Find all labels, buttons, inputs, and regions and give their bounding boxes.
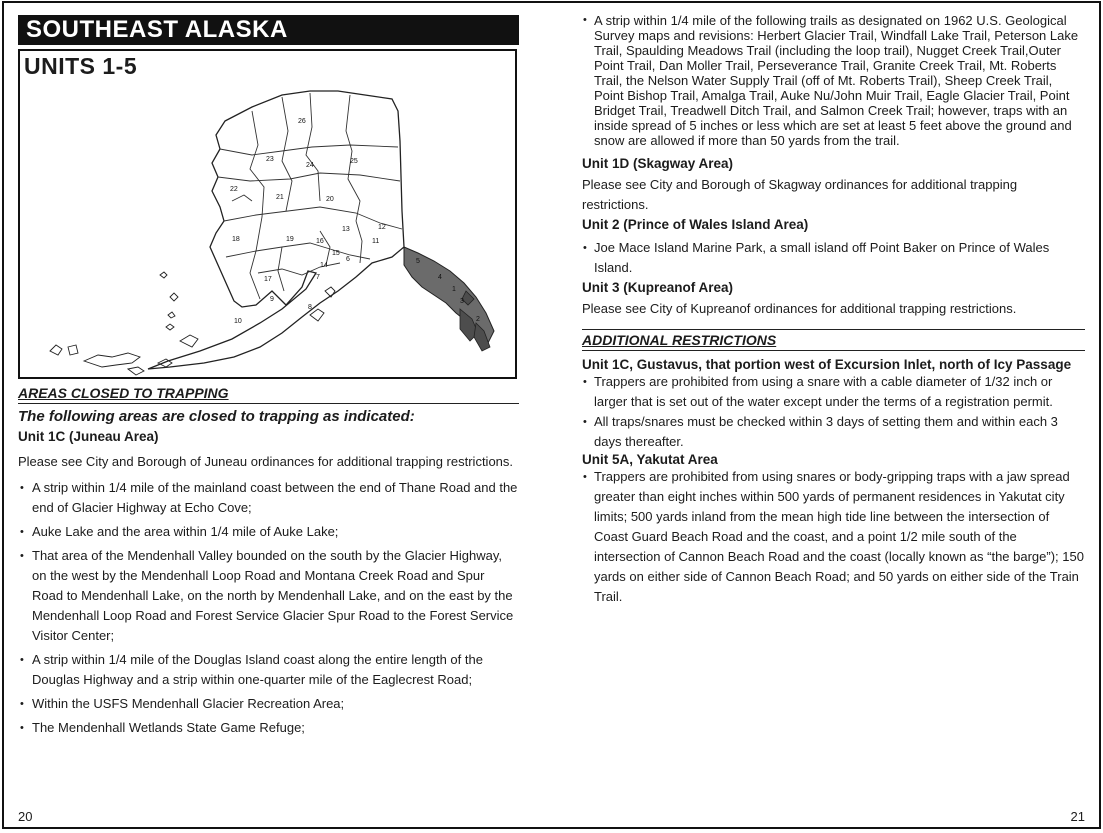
list-item: • The Mendenhall Wetlands State Game Refuge;: [18, 718, 519, 738]
unit-label: 8: [308, 304, 312, 311]
unit-label: 4: [438, 274, 442, 281]
gustavus-bullet-1: • Trappers are prohibited from using a snare with a cable diameter of 1/32 inch or larger that is set out of the water except under the terms of a registration permit.: [582, 372, 1085, 412]
booklet-spread: [2, 1, 1101, 829]
section-title: SOUTHEAST ALASKA: [18, 15, 519, 45]
unit-2-bullet: • Joe Mace Island Marine Park, a small island off Point Baker on Prince of Wales Island.: [582, 238, 1085, 278]
page-number-left: 20: [18, 809, 33, 824]
unit-label: 16: [316, 238, 324, 245]
alaska-unit-map: [20, 51, 515, 377]
unit-label: 17: [264, 276, 272, 283]
unit-label: 25: [350, 158, 358, 165]
closed-areas-list: [18, 478, 519, 738]
unit-label: 2: [476, 316, 480, 323]
closed-areas-lead: The following areas are closed to trapping as indicated:: [18, 408, 415, 425]
unit-label: 18: [232, 236, 240, 243]
unit-label: 13: [342, 226, 350, 233]
unit-label: 23: [266, 156, 274, 163]
aleutian-islands: [50, 272, 335, 375]
unit-1c-heading: Unit 1C (Juneau Area): [18, 429, 159, 444]
list-item: • That area of the Mendenhall Valley bounded on the south by the Glacier Highway, on the west by the Mendenhall Loop Road and Montana Creek Road and Spur Road to Mendenhall Lake, on the north by Mendenhall Lake, and on the east by the Mendenhall Loop Road and Forest Service Glacier Spur Road to the Forest Service Visitor Center;: [18, 546, 519, 646]
skagway-ordinance-text: Please see City and Borough of Skagway ordinances for additional trapping restrictions.: [582, 177, 1018, 212]
list-item: • Within the USFS Mendenhall Glacier Recreation Area;: [18, 694, 519, 714]
yakutat-heading: Unit 5A, Yakutat Area: [582, 452, 718, 467]
unit-label: 26: [298, 118, 306, 125]
unit-label: 20: [326, 196, 334, 203]
list-item: • Auke Lake and the area within 1/4 mile of Auke Lake;: [18, 522, 519, 542]
unit-label: 10: [234, 318, 242, 325]
unit-1d-heading: Unit 1D (Skagway Area): [582, 156, 734, 171]
gustavus-bullet-2: • All traps/snares must be checked within 3 days of setting them and within each 3 days thereafter.: [582, 412, 1085, 452]
alaska-mainland-outline: [148, 91, 404, 369]
unit-3-heading: Unit 3 (Kupreanof Area): [582, 280, 734, 295]
unit-label: 11: [372, 238, 380, 245]
unit-label: 14: [320, 262, 328, 269]
unit-label: 1: [452, 286, 456, 293]
units-title: UNITS 1-5: [24, 53, 138, 79]
list-item: • A strip within 1/4 mile of the Douglas Island coast along the entire length of the Douglas Highway and a strip within one-quarter mile of the Eaglecrest Road;: [18, 650, 519, 690]
additional-restrictions-heading: ADDITIONAL RESTRICTIONS: [582, 329, 1085, 351]
unit-label: 7: [316, 274, 320, 281]
left-page: [16, 13, 519, 823]
yakutat-bullet-1: • Trappers are prohibited from using snares or body-gripping traps with a jaw spread greater than eight inches within 500 yards of permanent residences in Yakutat city limits; 500 yards inland from the mean high tide line between the intersection of Coast Guard Beach Road and the coast, and a point 1/2 mile south of the intersection of Cannon Beach Road and the coast (locally known as “the barge”); 150 yards on either side of Cannon Beach Road; and 50 yards on either side of the Train Trail.: [582, 467, 1085, 607]
unit-label: 6: [346, 256, 350, 263]
list-item: • A strip within 1/4 mile of the mainland coast between the end of Thane Road and the end of Glacier Highway at Echo Cove;: [18, 478, 519, 518]
unit-label: 15: [332, 250, 340, 257]
unit-label: 5: [416, 258, 420, 265]
unit-boundaries: [218, 93, 402, 299]
trails-bullet: • A strip within 1/4 mile of the following trails as designated on 1962 U.S. Geological Survey maps and revisions: Herbert Glacier Trail, Windfall Lake Trail, Peterson Lake Trail, Spaulding Meadows Trail (including the loop trail), Nugget Creek Trail,Outer Point Trail, Dan Moller Trail, Perseverance Trail, Granite Creek Trail, Mt. Roberts Trail, the Nelson Water Supply Trail (off of Mt. Roberts Trail), Sheep Creek Trail, Point Bishop Trail, Amalga Trail, Auke Nu/John Muir Trail, Eagle Glacier Trail, Point Bridget Trail, Treadwell Ditch Trail, and Salmon Creek Trail; however, traps with an inside spread of 5 inches or less which are set at least 5 feet above the ground and snow are allowed if more than 50 yards from the trail.: [582, 13, 1085, 148]
unit-2-heading: Unit 2 (Prince of Wales Island Area): [582, 217, 809, 232]
unit-label: 22: [230, 186, 238, 193]
gustavus-heading: Unit 1C, Gustavus, that portion west of Excursion Inlet, north of Icy Passage: [582, 357, 1072, 372]
page-number-right: 21: [1070, 809, 1085, 824]
unit-label: 24: [306, 162, 314, 169]
juneau-ordinance-text: Please see City and Borough of Juneau ordinances for additional trapping restrictions.: [18, 454, 514, 469]
map-box: [18, 49, 517, 379]
unit-label: 19: [286, 236, 294, 243]
closed-areas-section: [18, 385, 519, 742]
unit-label: 3: [460, 298, 464, 305]
closed-areas-heading: AREAS CLOSED TO TRAPPING: [18, 385, 519, 404]
right-page: [582, 13, 1085, 823]
unit-label: 9: [270, 296, 274, 303]
unit-label: 12: [378, 224, 386, 231]
unit-label: 21: [276, 194, 284, 201]
kupreanof-ordinance-text: Please see City of Kupreanof ordinances for additional trapping restrictions.: [582, 301, 1017, 316]
